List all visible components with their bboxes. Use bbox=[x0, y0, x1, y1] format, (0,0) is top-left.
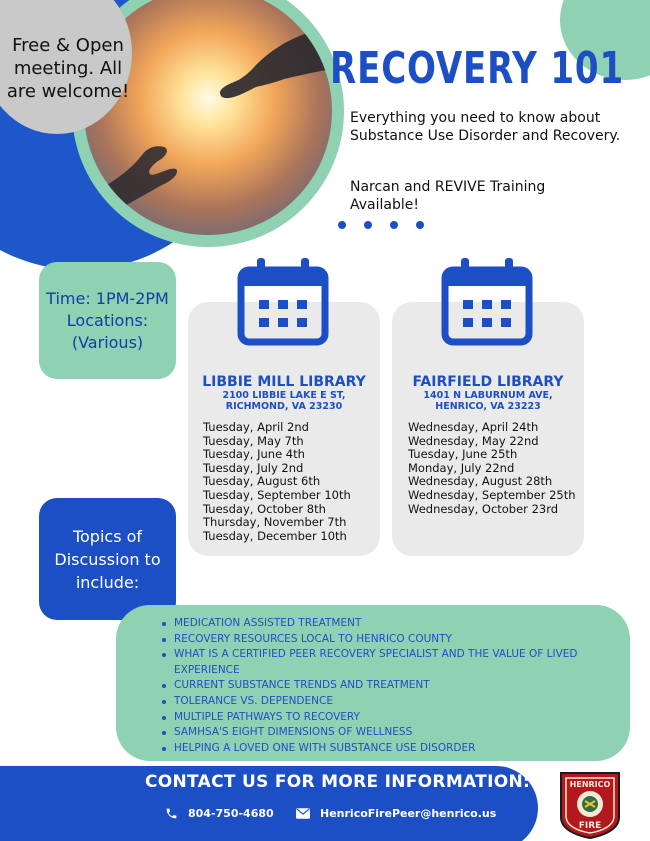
address-line: 1401 N LABURNUM AVE, bbox=[423, 390, 553, 401]
topic-item: RECOVERY RESOURCES LOCAL TO HENRICO COUNTY bbox=[160, 632, 625, 648]
libbie-mill-name: LIBBIE MILL LIBRARY bbox=[202, 374, 366, 390]
date-item: Wednesday, September 25th bbox=[408, 487, 576, 502]
dot bbox=[364, 221, 372, 229]
fairfield-address bbox=[404, 390, 572, 412]
fairfield-dates bbox=[408, 421, 576, 516]
dot bbox=[338, 221, 346, 229]
mail-icon bbox=[296, 808, 310, 819]
date-item: Tuesday, September 10th bbox=[203, 487, 351, 502]
date-item: Tuesday, October 8th bbox=[203, 501, 326, 516]
libbie-mill-address bbox=[201, 390, 367, 412]
henrico-fire-patch-logo bbox=[557, 769, 623, 839]
patch-top-text: HENRICO bbox=[569, 780, 611, 789]
topics-heading: Topics of Discussion to include: bbox=[54, 526, 161, 592]
topic-item: MULTIPLE PATHWAYS TO RECOVERY bbox=[160, 710, 625, 726]
email-address: HenricoFirePeer@henrico.us bbox=[320, 807, 497, 820]
date-item: Tuesday, June 4th bbox=[203, 447, 305, 462]
date-item: Wednesday, August 28th bbox=[408, 474, 553, 489]
date-item: Tuesday, August 6th bbox=[203, 474, 321, 489]
date-item: Wednesday, May 22nd bbox=[408, 433, 539, 448]
topics-heading-box bbox=[39, 498, 176, 620]
topics-list bbox=[160, 616, 625, 756]
address-line: HENRICO, VA 23223 bbox=[435, 401, 541, 412]
page-title: RECOVERY 101 bbox=[330, 43, 625, 94]
topic-item: TOLERANCE VS. DEPENDENCE bbox=[160, 694, 625, 710]
address-line: 2100 LIBBIE LAKE E ST, bbox=[222, 390, 346, 401]
time-locations-box bbox=[39, 262, 176, 379]
contact-email[interactable] bbox=[296, 807, 496, 820]
narcan-text: Narcan and REVIVE Training Available! bbox=[350, 179, 546, 213]
phone-icon bbox=[165, 807, 178, 820]
various-text: (Various) bbox=[71, 332, 144, 352]
topic-item: MEDICATION ASSISTED TREATMENT bbox=[160, 616, 625, 632]
patch-bottom-text: FIRE bbox=[578, 821, 602, 831]
free-open-text: Free & Open meeting. All are welcome! bbox=[6, 34, 130, 102]
date-item: Tuesday, June 25th bbox=[408, 447, 518, 462]
dot bbox=[416, 221, 424, 229]
dot bbox=[390, 221, 398, 229]
topic-item: HELPING A LOVED ONE WITH SUBSTANCE USE DISORDER bbox=[160, 741, 625, 757]
date-item: Tuesday, April 2nd bbox=[203, 420, 309, 434]
date-item: Tuesday, May 7th bbox=[203, 433, 304, 448]
date-item: Tuesday, December 10th bbox=[203, 528, 347, 543]
phone-number: 804-750-4680 bbox=[188, 807, 274, 820]
topic-item: WHAT IS A CERTIFIED PEER RECOVERY SPECIALIST AND THE VALUE OF LIVED EXPERIENCE bbox=[160, 647, 625, 678]
dots-decoration bbox=[338, 221, 424, 229]
locations-label: Locations: bbox=[66, 310, 149, 330]
libbie-mill-dates bbox=[203, 421, 351, 543]
calendar-icon bbox=[441, 258, 533, 346]
address-line: RICHMOND, VA 23230 bbox=[225, 401, 343, 412]
contact-title: CONTACT US FOR MORE INFORMATION: bbox=[145, 772, 531, 792]
date-item: Tuesday, July 2nd bbox=[203, 460, 304, 475]
contact-phone[interactable] bbox=[165, 807, 274, 820]
date-item: Thursday, November 7th bbox=[203, 515, 347, 530]
intro-text: Everything you need to know about Substance Use Disorder and Recovery. bbox=[350, 110, 621, 144]
fairfield-name: FAIRFIELD LIBRARY bbox=[412, 374, 564, 390]
topic-item: SAMHSA'S EIGHT DIMENSIONS OF WELLNESS bbox=[160, 725, 625, 741]
date-item: Wednesday, April 24th bbox=[408, 420, 539, 434]
topic-item: CURRENT SUBSTANCE TRENDS AND TREATMENT bbox=[160, 678, 625, 694]
date-item: Wednesday, October 23rd bbox=[408, 501, 559, 516]
time-text: Time: 1PM-2PM bbox=[46, 288, 169, 308]
date-item: Monday, July 22nd bbox=[408, 460, 515, 475]
calendar-icon bbox=[237, 258, 329, 346]
